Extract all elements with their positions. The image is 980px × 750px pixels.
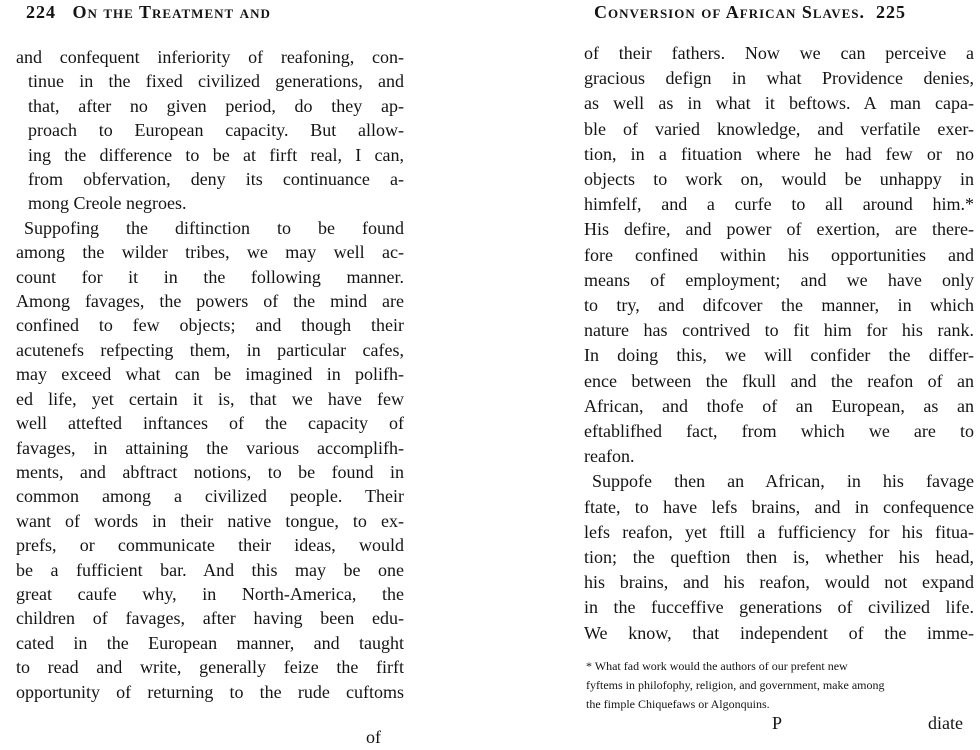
text-line: We know, that independent of the imme- [584, 622, 974, 643]
text-line: acutenefs refpecting them, in particular cafes, [16, 339, 404, 360]
text-line: count for it in the following manner. [16, 266, 404, 287]
text-line: Suppofing the diftinction to be found [24, 217, 404, 238]
left-page-number: 224 [26, 2, 56, 22]
text-line: as well as in what it beftows. A man capa- [584, 93, 974, 114]
text-line: to read and write, generally feize the firft [16, 657, 404, 678]
text-line: gracious defign in what Providence denies, [584, 68, 974, 89]
text-line: ed life, yet certain it is, that we have few [16, 388, 404, 409]
text-line: and confequent inferiority of reafoning, con- [16, 47, 404, 67]
footnote-line: * What fad work would the authors of our prefent new [586, 659, 848, 673]
text-line: reafon. [584, 446, 635, 467]
left-page [0, 0, 420, 750]
text-line: that, after no given period, do they ap- [28, 95, 404, 116]
text-line: Among favages, the powers of the mind are [16, 291, 404, 312]
text-line: objects to work on, would be unhappy in [584, 169, 974, 190]
text-line: tinue in the fixed civilized generations, and [28, 71, 404, 92]
text-line: of their fathers. Now we can perceive a [584, 43, 974, 63]
text-line: fore confined within his opportunities and [584, 244, 974, 265]
right-page [560, 0, 980, 750]
text-line: means of employment; and we have only [584, 269, 974, 290]
text-line: tion; the queftion then is, whether his head, [584, 547, 974, 568]
footnote-line: fyftems in philofophy, religion, and government, make among [586, 678, 885, 692]
left-running-title: On the Treatment and [72, 2, 271, 22]
text-line: children of favages, after having been edu- [16, 608, 404, 629]
text-line: ble of varied knowledge, and verfatile exer- [584, 118, 974, 139]
text-line: to try, and difcover the manner, in which [584, 295, 974, 316]
text-line: ments, and abftract notions, to be found in [16, 461, 404, 482]
footnote-line: the fimple Chiquefaws or Algonquins. [586, 697, 770, 711]
right-body-text [584, 41, 974, 646]
text-line: may exceed what can be imagined in polifh- [16, 364, 404, 385]
right-running-head [594, 2, 974, 26]
text-line: His defire, and power of exertion, are there- [584, 219, 974, 240]
text-line: African, and thofe of an European, as an [584, 395, 974, 416]
text-line: nature has contrived to fit him for his rank. [584, 320, 974, 341]
left-catchword: of [366, 727, 381, 747]
text-line: himfelf, and a curfe to all around him.* [584, 194, 974, 215]
text-line: want of words in their native tongue, to ex- [16, 510, 404, 531]
text-line: lefs reafon, yet ftill a fufficiency for his fitua- [584, 521, 974, 542]
text-line: among the wilder tribes, we may well ac- [16, 242, 404, 263]
text-line: his brains, and his reafon, would not expand [584, 572, 974, 593]
text-line: ing the difference to be at firft real, I can, [28, 144, 404, 165]
text-line: eftablifhed fact, from which we are to [584, 421, 974, 442]
text-line: cated in the European manner, and taught [16, 632, 404, 653]
text-line: prefs, or communicate their ideas, would [16, 535, 404, 556]
right-catchword: diate [928, 713, 963, 733]
footnote [586, 657, 976, 714]
text-line: In doing this, we will confider the differ- [584, 345, 974, 366]
text-line: proach to European capacity. But allow- [28, 120, 404, 141]
text-line: Suppofe then an African, in his favage [592, 471, 974, 492]
text-line: ftate, to have lefs brains, and in confequence [584, 496, 974, 517]
left-running-head [26, 2, 406, 26]
right-page-number: 225 [876, 2, 907, 22]
text-line: well attefted inftances of the capacity of [16, 413, 404, 434]
text-line: ence between the fkull and the reafon of an [584, 370, 974, 391]
text-line: common among a civilized people. Their [16, 486, 404, 507]
right-running-title: Conversion of African Slaves. [594, 2, 866, 22]
text-line: in the fucceffive generations of civilized life. [584, 597, 974, 618]
text-line: great caufe why, in North-America, the [16, 583, 404, 604]
text-line: be a fufficient bar. And this may be one [16, 559, 404, 580]
left-body-text [16, 45, 404, 704]
text-line: tion, in a fituation where he had few or no [584, 143, 974, 164]
text-line: from obfervation, deny its continuance a- [28, 169, 404, 190]
text-line: opportunity of returning to the rude cuftoms [16, 681, 404, 702]
text-line: favages, in attaining the various accomplifh- [16, 437, 404, 458]
text-line: confined to few objects; and though their [16, 315, 404, 336]
signature-mark: P [772, 713, 783, 733]
text-line: mong Creole negroes. [28, 193, 187, 214]
